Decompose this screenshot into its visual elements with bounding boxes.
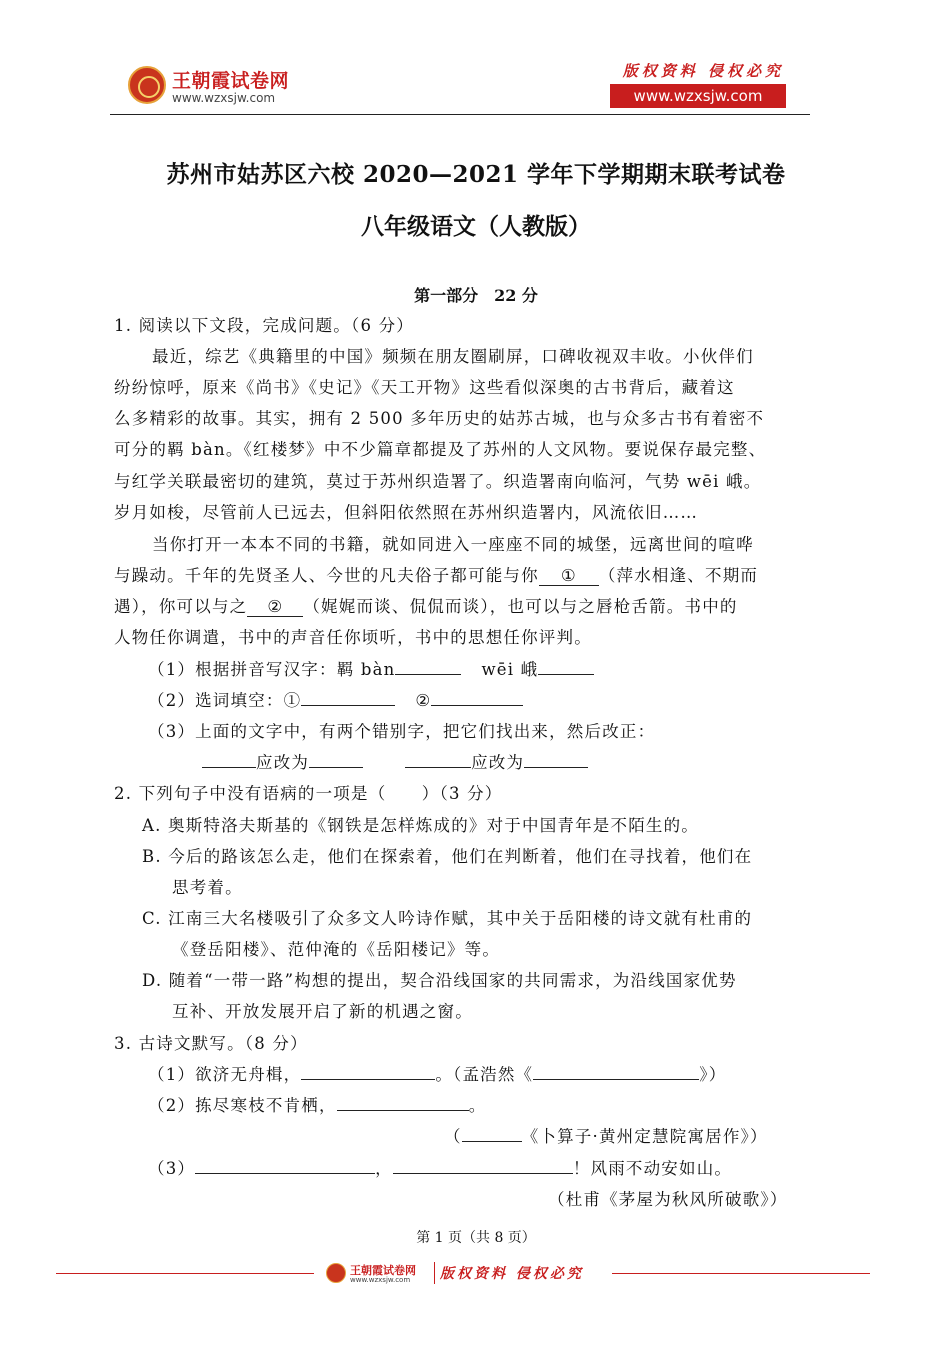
q2-option-b-cont: 思考着。 [172,878,243,897]
q1-sub3: （3）上面的文字中，有两个错别字，把它们找出来，然后改正： [148,722,656,741]
answer-blank[interactable] [337,1110,469,1111]
exam-subtitle: 八年级语文（人教版） [361,213,591,240]
q2-option-b[interactable]: B. 今后的路该怎么走，他们在探索着，他们在判断着，他们在寻找着，他们在 [142,847,753,866]
answer-blank[interactable] [301,1079,435,1080]
blank-1[interactable]: ① [539,566,599,586]
header-divider [110,114,810,115]
q1-p1-line: 么多精彩的故事。其实，拥有 2 500 多年历史的姑苏古城，也与众多古书有着密不 [114,409,765,428]
q1-stem: 1. 阅读以下文段，完成问题。（6 分） [114,316,414,335]
answer-blank[interactable] [431,705,523,706]
answer-blank[interactable] [533,1079,699,1080]
footer-slogan: 版权资料 侵权必究 [440,1266,584,1282]
q2-stem: 2. 下列句子中没有语病的一项是（ ）（3 分） [114,784,503,803]
answer-blank[interactable] [202,767,256,768]
logo-seal-icon [128,66,166,104]
q1-p2-line: 当你打开一本本不同的书籍，就如同进入一座座不同的城堡，远离世间的喧哗 [152,535,754,554]
answer-blank[interactable] [524,767,588,768]
footer-divider-right [612,1273,870,1274]
q1-p1-line: 可分的羁 bàn。《红楼梦》中不少篇章都提及了苏州的人文风物。要说保存最完整、 [114,440,767,459]
q2-option-c-cont: 《登岳阳楼》、范仲淹的《岳阳楼记》等。 [172,940,501,959]
answer-blank[interactable] [309,767,363,768]
header-logo [128,64,308,108]
q1-sub3-fix: 应改为 应改为 [202,749,588,773]
q2-option-a[interactable]: A. 奥斯特洛夫斯基的《钢铁是怎样炼成的》对于中国青年是不陌生的。 [142,816,700,835]
footer-logo [326,1262,434,1288]
logo-name: 王朝霞试卷网 [172,70,290,92]
footer-divider-left [56,1273,314,1274]
q1-p2-line: 遇），你可以与之 ② （娓娓而谈、侃侃而谈），也可以与之唇枪舌箭。书中的 [114,597,738,616]
q1-p1-line: 岁月如梭，尽管前人已远去，但斜阳依然照在苏州织造署内，风流依旧…… [114,503,699,522]
answer-blank[interactable] [195,1173,375,1174]
exam-title: 苏州市姑苏区六校 2020—2021 学年下学期期末联考试卷 [166,161,786,188]
q1-sub2: （2）选词填空：① ② [148,687,523,711]
q1-p1-line: 最近，综艺《典籍里的中国》频频在朋友圈刷屏，口碑收视双丰收。小伙伴们 [152,347,754,366]
q1-p1-line: 与红学关联最密切的建筑，莫过于苏州织造署了。织造署南向临河，气势 wēi 峨。 [114,472,762,491]
q3-stem: 3. 古诗文默写。（8 分） [114,1034,308,1053]
answer-blank[interactable] [393,1173,573,1174]
q1-p2-line: 人物任你调遣，书中的声音任你顷听，书中的思想任你评判。 [114,628,592,647]
page-number: 第 1 页（共 8 页） [416,1230,536,1246]
q2-option-c[interactable]: C. 江南三大名楼吸引了众多文人吟诗作赋，其中关于岳阳楼的诗文就有杜甫的 [142,909,753,928]
q3-sub2-source: （ 《卜算子·黄州定慧院寓居作》） [444,1127,768,1146]
header-url-box[interactable]: www.wzxsjw.com [610,84,786,108]
q2-option-d-cont: 互补、开放发展开启了新的机遇之窗。 [172,1002,473,1021]
q3-sub3-source: （杜甫《茅屋为秋风所破歌》） [548,1190,788,1209]
q3-sub1: （1）欲济无舟楫， 。（孟浩然《 》） [148,1065,727,1084]
q3-sub3: （3） ， ！风雨不动安如山。 [148,1159,733,1178]
blank-2[interactable]: ② [247,597,303,617]
q1-p2-line: 与躁动。千年的先贤圣人、今世的凡夫俗子都可能与你 ① （萍水相逢、不期而 [114,566,759,585]
q2-option-d[interactable]: D. 随着“一带一路”构想的提出，契合沿线国家的共同需求，为沿线国家优势 [142,971,737,990]
footer-logo-name: 王朝霞试卷网 [350,1264,416,1277]
q3-sub2: （2）拣尽寒枝不肯栖， 。 [148,1096,487,1115]
answer-blank[interactable] [395,674,461,675]
footer-logo-url: www.wzxsjw.com [350,1276,411,1284]
q1-sub1: （1）根据拼音写汉字：羁 bàn wēi 峨 [148,656,594,680]
footer-seal-icon [326,1263,346,1283]
answer-blank[interactable] [538,674,594,675]
answer-blank[interactable] [405,767,471,768]
q1-p1-line: 纷纷惊呼，原来《尚书》《史记》《天工开物》这些看似深奥的古书背后，藏着这 [114,378,735,397]
header-slogan: 版权资料 侵权必究 [622,62,784,80]
footer-separator [434,1262,435,1284]
answer-blank[interactable] [301,705,395,706]
logo-url: www.wzxsjw.com [172,91,276,105]
section-heading: 第一部分 22 分 [414,286,538,305]
answer-blank[interactable] [462,1141,522,1142]
